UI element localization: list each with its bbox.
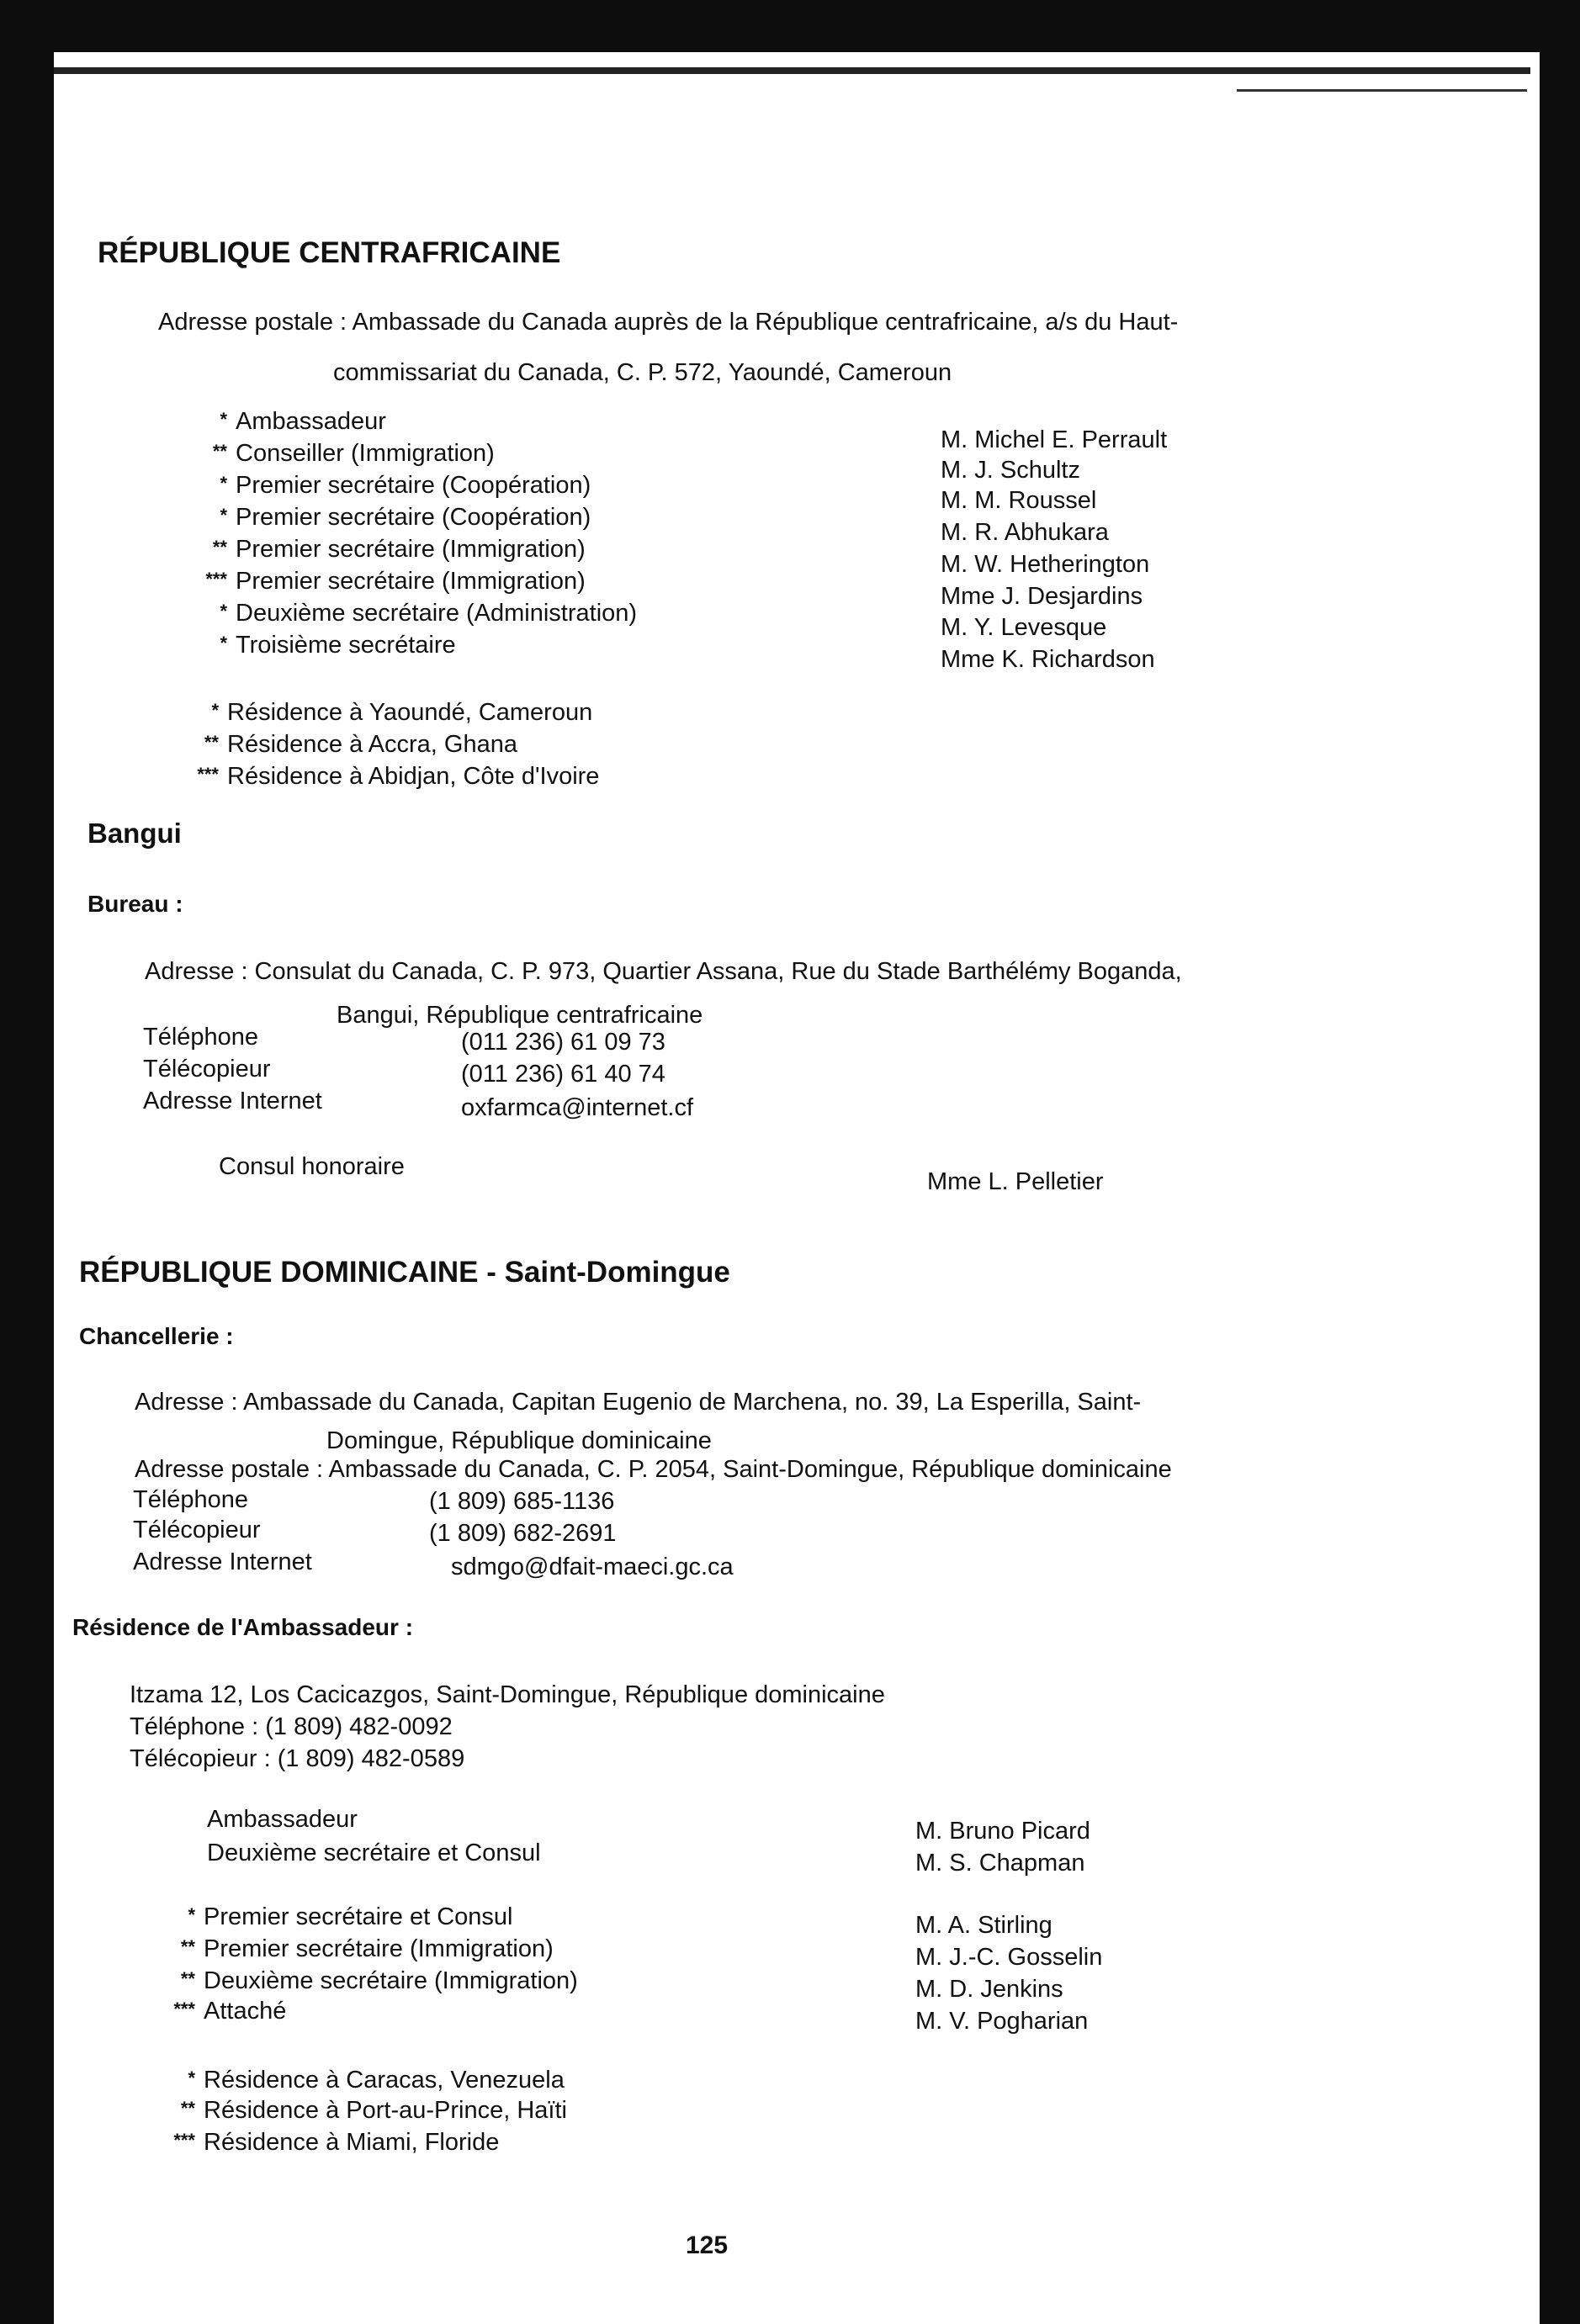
dom-contact-value: (1 809) 685-1136: [429, 1488, 615, 1515]
section-title-car: RÉPUBLIQUE CENTRAFRICAINE: [98, 236, 561, 269]
car-staff-mark: *: [220, 473, 227, 494]
car-staff-role: Conseiller (Immigration): [236, 440, 495, 467]
car-residence: Résidence à Accra, Ghana: [227, 731, 517, 758]
car-staff-name: M. Michel E. Perrault: [941, 426, 1168, 453]
dom-staff-name: M. A. Stirling: [915, 1912, 1052, 1939]
car-staff-mark: *: [220, 409, 227, 430]
dom-staff-name: M. V. Pogharian: [915, 2008, 1089, 2035]
dom-staff-name: M. D. Jenkins: [915, 1976, 1063, 2003]
dom-contact-label: Télécopieur: [133, 1517, 261, 1543]
dom-staff-role: Deuxième secrétaire (Immigration): [204, 1967, 578, 1994]
car-residence: Résidence à Abidjan, Côte d'Ivoire: [227, 763, 600, 790]
dom-staff-role: Deuxième secrétaire et Consul: [207, 1840, 541, 1866]
dom-residence-label: Résidence de l'Ambassadeur :: [72, 1614, 414, 1640]
dom-staff-mark: **: [180, 1968, 195, 1989]
scan-top-border: [0, 0, 1580, 52]
car-staff-role: Premier secrétaire (Immigration): [236, 536, 586, 563]
car-staff-mark: ***: [205, 569, 227, 590]
car-residence: Résidence à Yaoundé, Cameroun: [227, 699, 593, 726]
dom-residence: Résidence à Miami, Floride: [204, 2129, 500, 2156]
car-city-heading: Bangui: [87, 818, 182, 849]
car-staff-name: M. M. Roussel: [941, 487, 1097, 514]
dom-residence-address: Itzama 12, Los Cacicazgos, Saint-Domingue, République dominicaine: [130, 1681, 885, 1708]
car-staff-mark: *: [220, 505, 227, 526]
car-staff-name: M. R. Abhukara: [941, 519, 1109, 546]
dom-staff-mark: **: [180, 1936, 195, 1957]
car-staff-name: M. J. Schultz: [941, 457, 1080, 484]
car-residence-mark: ***: [197, 764, 219, 785]
car-staff-name: Mme J. Desjardins: [941, 583, 1143, 610]
dom-staff-mark: ***: [173, 1998, 195, 2020]
dom-residence-fax: Télécopieur : (1 809) 482-0589: [130, 1745, 465, 1772]
section-title-dom: RÉPUBLIQUE DOMINICAINE - Saint-Domingue: [79, 1256, 730, 1289]
dom-staff-mark: *: [188, 1904, 195, 1925]
car-contact-label: Adresse Internet: [143, 1088, 322, 1114]
car-staff-name: M. W. Hetherington: [941, 551, 1150, 578]
scan-left-border: [0, 52, 54, 2324]
car-bureau-label: Bureau :: [87, 891, 183, 917]
dom-contact-value: (1 809) 682-2691: [429, 1520, 617, 1547]
car-staff-name: M. Y. Levesque: [941, 614, 1107, 641]
dom-residence: Résidence à Caracas, Venezuela: [204, 2067, 565, 2094]
dom-postal-address: Adresse postale : Ambassade du Canada, C. P. 2054, Saint-Domingue, République dominicaine: [135, 1456, 1172, 1483]
dom-residence-phone: Téléphone : (1 809) 482-0092: [130, 1713, 453, 1740]
car-staff-role: Premier secrétaire (Coopération): [236, 504, 591, 531]
car-staff-role: Troisième secrétaire: [236, 632, 456, 659]
page-number: 125: [685, 2231, 729, 2259]
car-staff-role: Ambassadeur: [236, 408, 386, 435]
dom-contact-value: sdmgo@dfait-maeci.gc.ca: [451, 1554, 734, 1580]
car-bureau-address-line2: Bangui, République centrafricaine: [337, 1002, 703, 1029]
car-staff-role: Deuxième secrétaire (Administration): [236, 600, 638, 627]
car-staff-mark: **: [212, 537, 227, 558]
car-staff-mark: *: [220, 633, 227, 654]
dom-residence-mark: **: [180, 2098, 195, 2119]
dom-staff-role: Attaché: [204, 1998, 287, 2025]
car-consul-name: Mme L. Pelletier: [927, 1168, 1104, 1195]
dom-contact-label: Téléphone: [133, 1486, 249, 1513]
car-postal-address-line1: Adresse postale : Ambassade du Canada auprès de la République centrafricaine, a/s du Haut-: [158, 309, 1179, 336]
dom-residence-mark: *: [188, 2067, 195, 2088]
car-staff-role: Premier secrétaire (Coopération): [236, 472, 591, 499]
car-contact-value: (011 236) 61 40 74: [461, 1061, 665, 1088]
car-staff-name: Mme K. Richardson: [941, 646, 1155, 673]
dom-chancellerie-label: Chancellerie :: [79, 1323, 234, 1349]
dom-staff-role: Premier secrétaire (Immigration): [204, 1935, 554, 1962]
dom-residence-mark: ***: [173, 2130, 195, 2151]
car-contact-label: Télécopieur: [143, 1056, 271, 1083]
dom-staff-role: Premier secrétaire et Consul: [204, 1903, 513, 1930]
dom-staff-name: M. Bruno Picard: [915, 1818, 1090, 1845]
car-staff-mark: **: [212, 441, 227, 462]
dom-address-line1: Adresse : Ambassade du Canada, Capitan Eugenio de Marchena, no. 39, La Esperilla, Saint-: [135, 1389, 1142, 1416]
header-rule-tail: [1237, 89, 1527, 92]
car-residence-mark: **: [204, 732, 219, 753]
car-consul-role: Consul honoraire: [219, 1153, 405, 1180]
car-staff-mark: *: [220, 601, 227, 622]
car-postal-address-line2: commissariat du Canada, C. P. 572, Yaoundé, Cameroun: [333, 359, 952, 386]
car-staff-role: Premier secrétaire (Immigration): [236, 568, 586, 595]
car-bureau-address-line1: Adresse : Consulat du Canada, C. P. 973, Quartier Assana, Rue du Stade Barthélémy Boganda,: [145, 958, 1182, 985]
dom-address-line2: Domingue, République dominicaine: [326, 1427, 712, 1454]
car-contact-label: Téléphone: [143, 1024, 259, 1051]
dom-staff-name: M. S. Chapman: [915, 1850, 1085, 1877]
dom-staff-role: Ambassadeur: [207, 1806, 358, 1833]
dom-staff-name: M. J.-C. Gosselin: [915, 1944, 1103, 1971]
car-residence-mark: *: [211, 700, 219, 721]
header-rule: [54, 67, 1530, 74]
dom-residence: Résidence à Port-au-Prince, Haïti: [204, 2097, 567, 2124]
car-contact-value: (011 236) 61 09 73: [461, 1029, 665, 1056]
dom-contact-label: Adresse Internet: [133, 1548, 312, 1575]
scan-right-border: [1540, 52, 1580, 2324]
car-contact-value: oxfarmca@internet.cf: [461, 1094, 694, 1121]
